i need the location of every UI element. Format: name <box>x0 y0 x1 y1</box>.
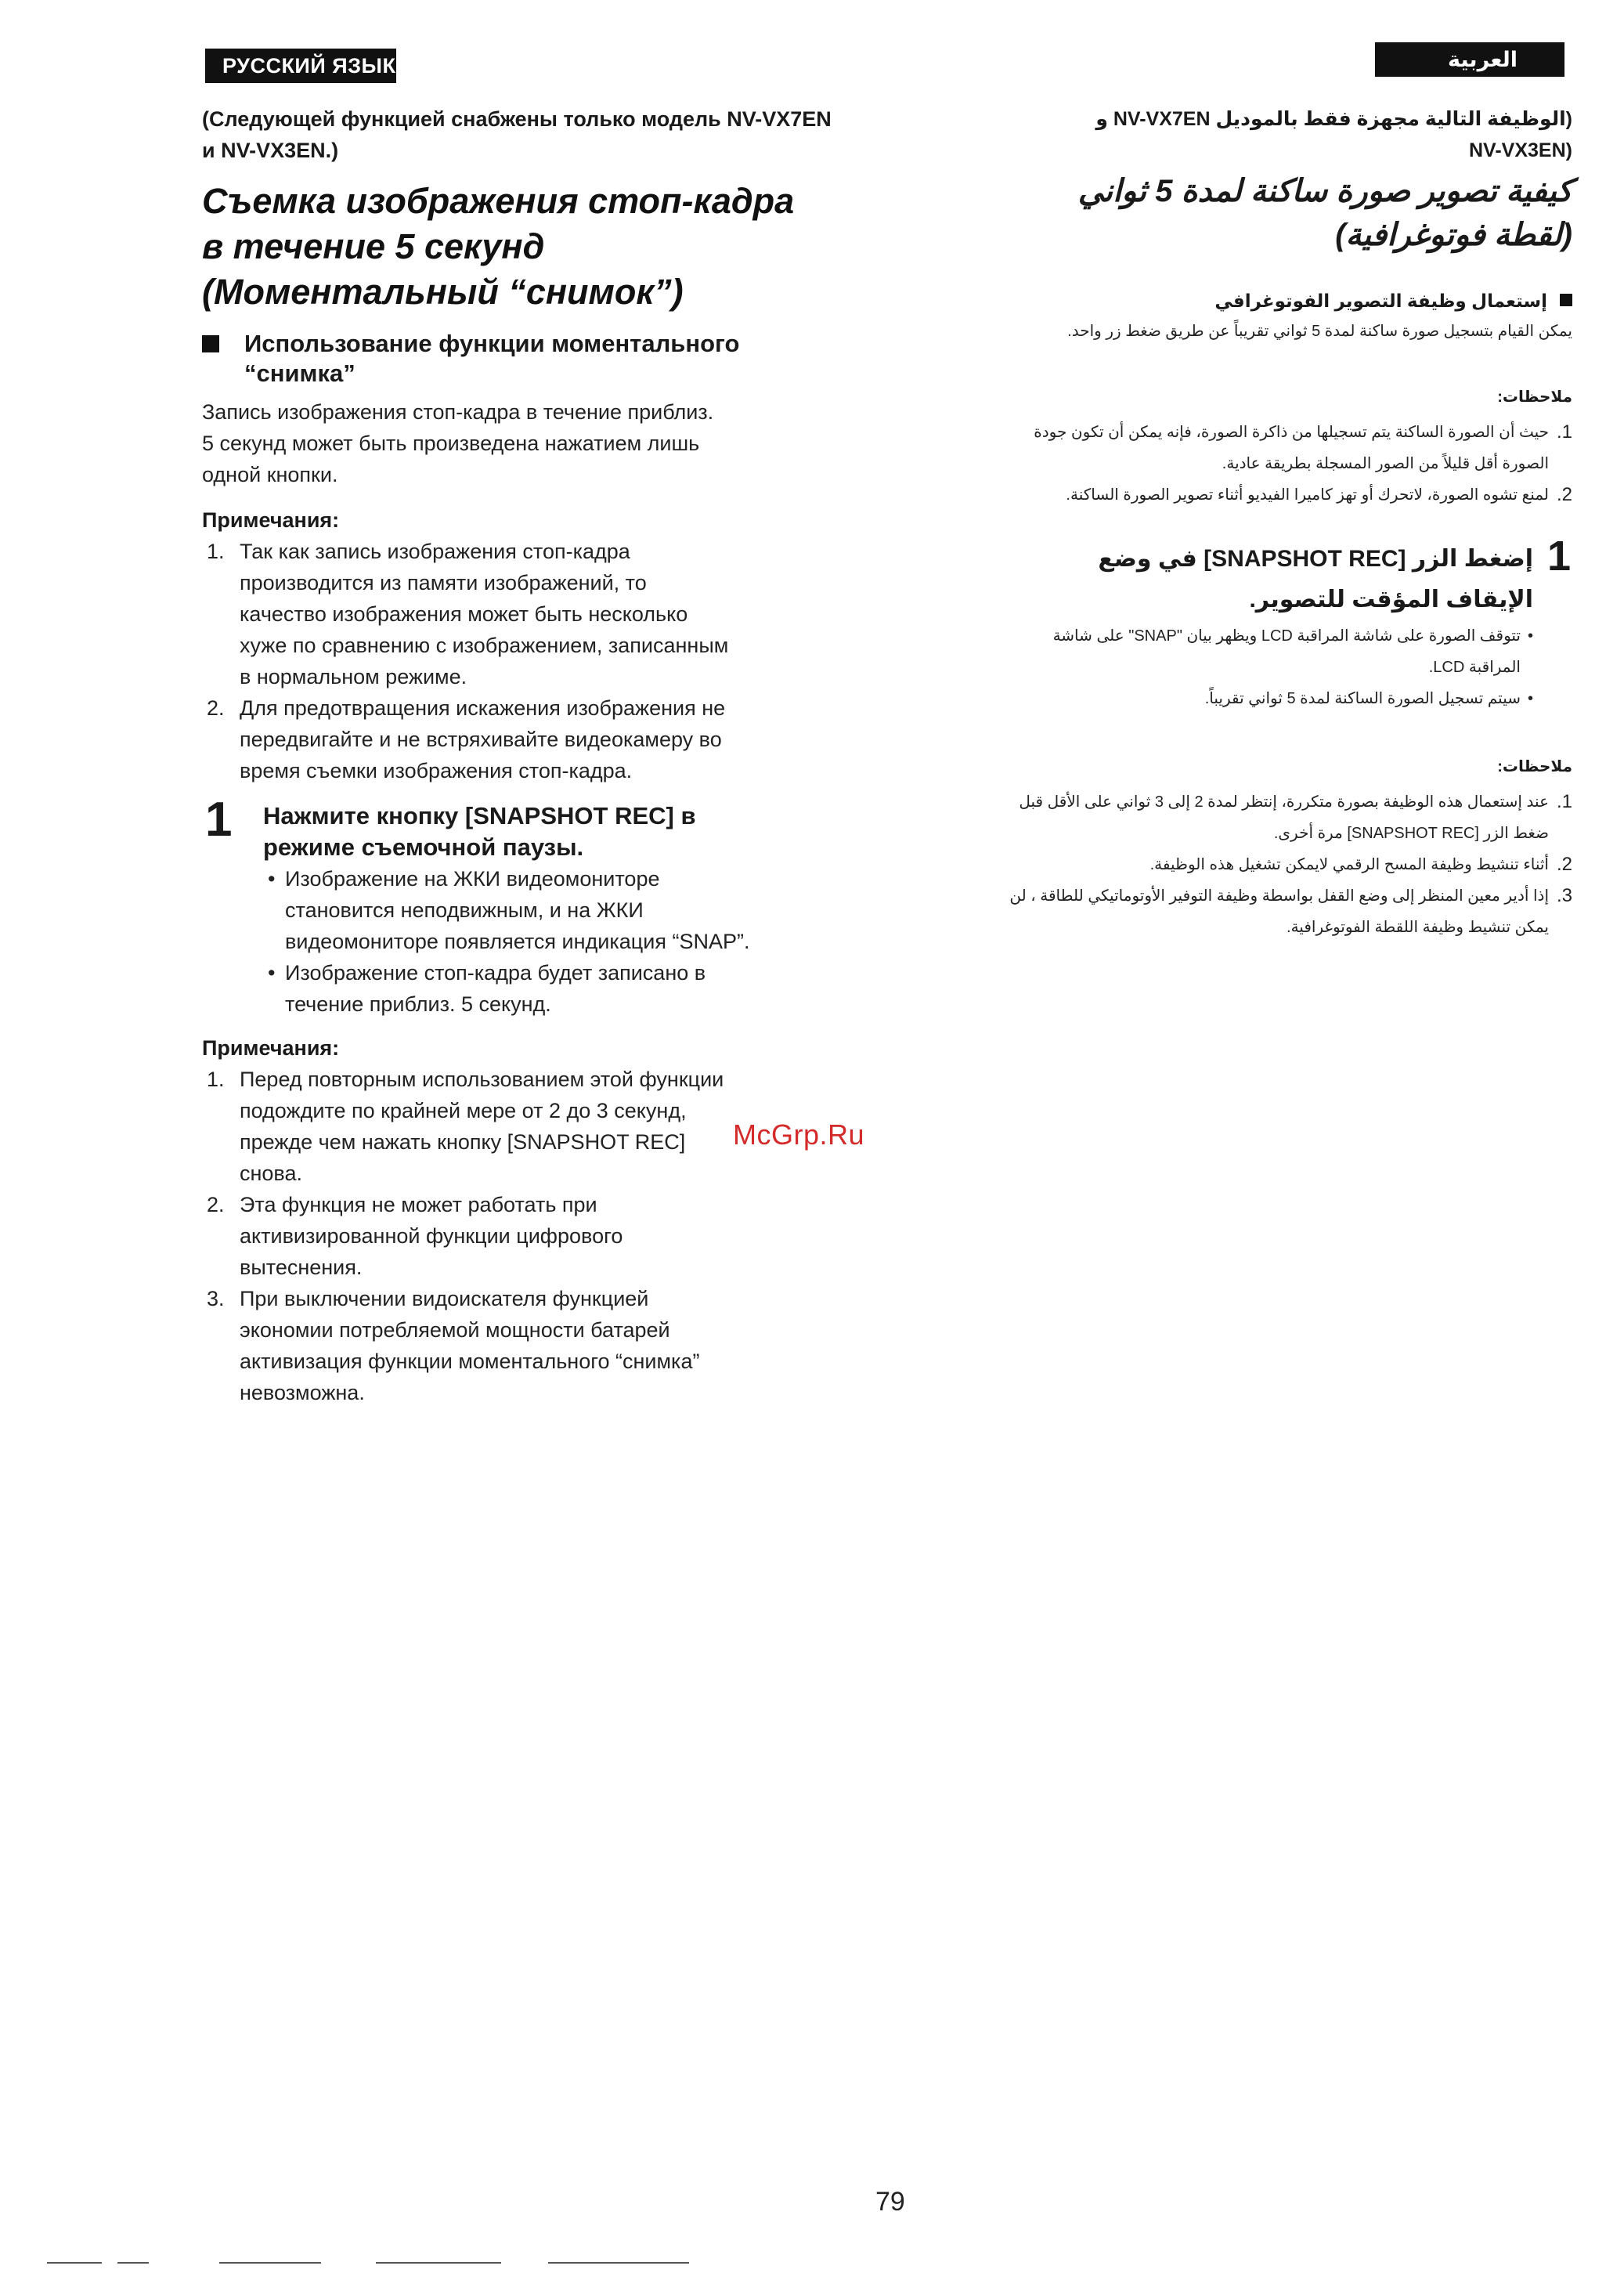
note-line: عند إستعمال هذه الوظيفة بصورة متكررة، إنتظر لمدة 2 إلى 3 ثواني على الأقل قبل <box>1019 793 1549 811</box>
arabic-column <box>930 103 1572 943</box>
note-number: 2. <box>207 696 225 720</box>
intro-line: одной кнопки. <box>202 463 338 486</box>
step-title <box>930 539 1533 620</box>
step-title-line: إضغط الزر [SNAPSHOT REC] في وضع <box>1098 546 1533 572</box>
note-line: أثناء تنشيط وظيفة المسح الرقمي لايمكن تشغيل هذه الوظيفة. <box>1149 856 1549 873</box>
note-number: 2. <box>1556 854 1572 875</box>
bullet-line: видеомониторе появляется индикация “SNAP”. <box>285 930 750 953</box>
note-line: لمنع تشوه الصورة، لاتحرك أو تهز كاميرا الفيديو أثناء تصوير الصورة الساكنة. <box>1066 486 1549 504</box>
note-number: 3. <box>207 1287 225 1310</box>
note-line: حيث أن الصورة الساكنة يتم تسجيلها من ذاكرة الصورة، فإنه يمكن أن تكون جودة <box>1034 424 1549 441</box>
step-title <box>263 800 844 863</box>
note-item <box>202 1283 844 1408</box>
note-line: активизированной функции цифрового <box>240 1224 623 1248</box>
step-bullet <box>930 620 1533 683</box>
note-line: вытеснения. <box>240 1256 363 1279</box>
note-line: الصورة أقل قليلاً من الصور المسجلة بطريقة عادية. <box>1222 455 1549 472</box>
bullet-line: المراقبة LCD. <box>1428 659 1521 676</box>
intro-paragraph: يمكن القيام بتسجيل صورة ساكنة لمدة 5 ثواني تقريباً عن طريق ضغط زر واحد. <box>1067 323 1572 340</box>
step-title-line: режиме съемочной паузы. <box>263 833 584 861</box>
title-line: в течение 5 секунд <box>202 226 545 266</box>
bullet-line: течение приблиз. 5 секунд. <box>285 992 551 1016</box>
note-line: хуже по сравнению с изображением, записанным <box>240 634 729 657</box>
step-bullet <box>930 683 1533 714</box>
note-item <box>202 536 844 692</box>
step-1 <box>202 793 844 1020</box>
note-line: Так как запись изображения стоп-кадра <box>240 540 630 563</box>
note-item <box>930 417 1572 479</box>
subsection-heading <box>930 287 1572 315</box>
subhead-text: إستعمال وظيفة التصوير الفوتوغرافي <box>1214 291 1547 311</box>
note-line: экономии потребляемой мощности батарей <box>240 1318 670 1342</box>
note-line: активизация функции моментального “снимка” <box>240 1350 700 1373</box>
scan-marks <box>47 2262 736 2267</box>
bullet-line: تتوقف الصورة على شاشة المراقبة LCD ويظهر بيان "SNAP" على شاشة <box>1052 627 1521 645</box>
note-line: качество изображения может быть несколько <box>240 602 688 626</box>
step-title-line: الإيقاف المؤقت للتصوير. <box>1249 587 1533 613</box>
arabic-language-tab: العربية <box>1375 42 1564 77</box>
note-number: 1. <box>1556 791 1572 812</box>
page-number: 79 <box>875 2187 905 2217</box>
section-title <box>202 179 844 315</box>
subsection-heading <box>202 329 844 388</box>
note-line: снова. <box>240 1162 302 1185</box>
square-bullet-icon <box>202 335 219 352</box>
section-title <box>930 169 1572 257</box>
notes-heading: Примечания: <box>202 508 340 532</box>
note-line: время съемки изображения стоп-кадра. <box>240 759 633 782</box>
title-line: كيفية تصوير صورة ساكنة لمدة 5 ثواني <box>1077 174 1572 208</box>
bullet-dot-icon: • <box>1527 690 1533 707</box>
model-note-line: (NV-VX3EN <box>1469 139 1572 161</box>
square-bullet-icon <box>1560 294 1572 306</box>
step-bullet <box>268 863 844 957</box>
note-line: производится из памяти изображений, то <box>240 571 647 594</box>
note-item <box>202 692 844 786</box>
note-line: невозможна. <box>240 1381 365 1404</box>
notes-heading: ملاحظات: <box>1497 758 1572 775</box>
note-line: Для предотвращения искажения изображения не <box>240 696 726 720</box>
subhead-line: Использование функции моментального <box>244 330 740 357</box>
note-line: يمكن تنشيط وظيفة اللقطة الفوتوغرافية. <box>1287 919 1549 936</box>
model-availability-note: (Следующей функцией снабжены только модель NV-VX7EN и NV-VX3EN.) <box>202 107 832 162</box>
step-1 <box>930 533 1572 714</box>
note-number: 1. <box>207 540 225 563</box>
note-line: подождите по крайней мере от 2 до 3 секунд, <box>240 1099 687 1122</box>
note-line: Перед повторным использованием этой функции <box>240 1068 724 1091</box>
step-bullet <box>268 957 844 1020</box>
note-number: 3. <box>1556 885 1572 906</box>
note-number: 1. <box>207 1068 225 1091</box>
watermark: McGrp.Ru <box>733 1118 865 1151</box>
model-note-line: (الوظيفة التالية مجهزة فقط بالموديل NV-VX7EN و <box>1095 108 1572 130</box>
note-item <box>930 479 1572 511</box>
step-title-line: Нажмите кнопку [SNAPSHOT REC] в <box>263 802 696 829</box>
note-item <box>202 1189 844 1283</box>
bullet-dot-icon: • <box>268 961 276 985</box>
title-line: (Моментальный “снимок”) <box>202 272 684 312</box>
bullet-dot-icon: • <box>268 867 276 891</box>
note-number: 2. <box>207 1193 225 1216</box>
notes-heading: ملاحظات: <box>1497 388 1572 406</box>
bullet-line: Изображение стоп-кадра будет записано в <box>285 961 706 985</box>
bullet-line: Изображение на ЖКИ видеомониторе <box>285 867 660 891</box>
note-line: ضغط الزر [SNAPSHOT REC] مرة أخرى. <box>1273 825 1549 842</box>
note-number: 2. <box>1556 484 1572 505</box>
intro-line: 5 секунд может быть произведена нажатием лишь <box>202 432 700 455</box>
note-line: Эта функция не может работать при <box>240 1193 597 1216</box>
bullet-line: становится неподвижным, и на ЖКИ <box>285 898 644 922</box>
note-line: прежде чем нажать кнопку [SNAPSHOT REC] <box>240 1130 686 1154</box>
bullet-dot-icon: • <box>1527 627 1533 645</box>
note-line: إذا أدير معين المنظر إلى وضع القفل بواسطة وظيفة التوفير الأوتوماتيكي للطاقة ، لن <box>1009 887 1549 905</box>
notes-heading: Примечания: <box>202 1036 340 1060</box>
note-line: При выключении видоискателя функцией <box>240 1287 649 1310</box>
note-line: передвигайте и не встряхивайте видеокамеру во <box>240 728 722 751</box>
note-line: в нормальном режиме. <box>240 665 467 688</box>
model-availability-note <box>930 103 1572 166</box>
title-line: Съемка изображения стоп-кадра <box>202 181 795 221</box>
note-item <box>930 786 1572 849</box>
title-line: (لقطة فوتوغرافية) <box>1335 218 1572 252</box>
intro-paragraph <box>202 396 844 490</box>
note-item <box>930 880 1572 943</box>
note-number: 1. <box>1556 421 1572 443</box>
russian-language-tab: РУССКИЙ ЯЗЫК <box>205 49 396 83</box>
intro-line: Запись изображения стоп-кадра в течение приблиз. <box>202 400 714 424</box>
note-item <box>930 849 1572 880</box>
russian-column <box>202 103 844 1408</box>
bullet-line: سيتم تسجيل الصورة الساكنة لمدة 5 ثواني تقريباً. <box>1204 690 1521 707</box>
subhead-line: “снимка” <box>244 360 355 387</box>
step-number: 1 <box>1546 533 1571 580</box>
step-number: 1 <box>205 793 233 847</box>
